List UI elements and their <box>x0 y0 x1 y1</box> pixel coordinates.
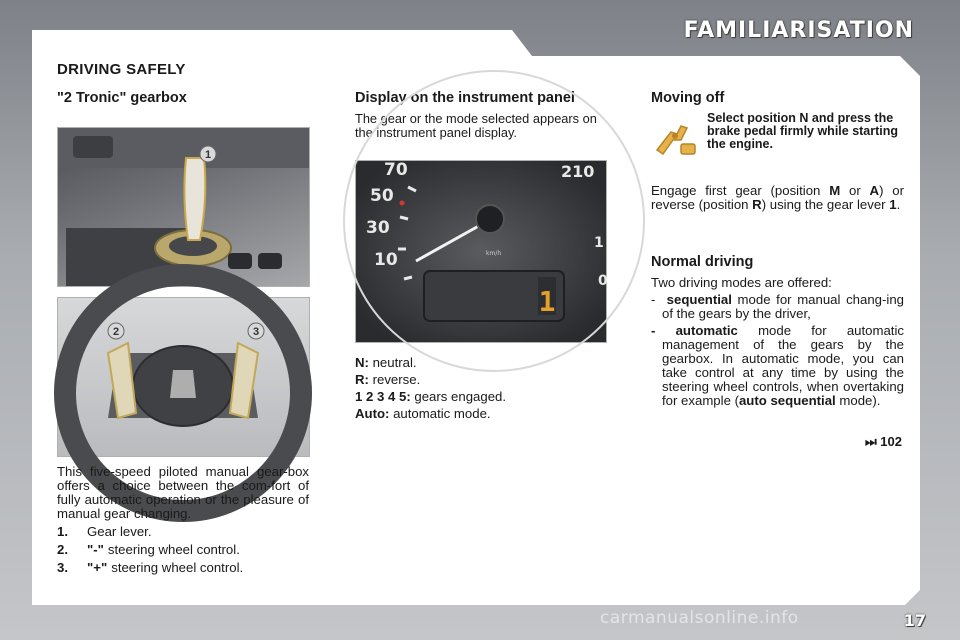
notice-text: Select position N and press the brake pedal firmly while starting the engine. <box>707 111 899 151</box>
item-key: 2. <box>57 542 68 557</box>
moving-off-heading: Moving off <box>651 90 725 106</box>
item-key: 1. <box>57 524 68 539</box>
moving-off-column <box>651 90 904 408</box>
page-reference[interactable] <box>865 434 902 450</box>
def-key: 1 2 3 4 5: <box>355 389 411 404</box>
def-value: reverse. <box>372 372 421 387</box>
gearbox-heading: "2 Tronic" gearbox <box>57 90 187 106</box>
steering-wheel-photo <box>57 297 310 457</box>
def-value: automatic mode. <box>393 406 491 421</box>
speedo-label-50: 50 <box>370 186 394 206</box>
item-key: 3. <box>57 560 68 575</box>
tacho-label-1: 1 <box>594 235 604 251</box>
display-heading: Display on the instrument panel <box>355 90 575 106</box>
sequential-mode-item: - sequential mode for manual chang-ing of the gears by the driver, <box>651 292 904 321</box>
display-column <box>355 90 607 140</box>
page-header-title: FAMILIARISATION <box>683 18 914 43</box>
gear-indicator: 1 <box>538 285 556 318</box>
list-item <box>57 525 309 539</box>
instrument-panel-photo <box>355 160 607 343</box>
automatic-mode-item: - automatic mode for automatic management of the gears by the gearbox. In automatic mode, you can take control at any time by using the steering wheel controls, when overtaking for example (auto sequential mode). <box>651 323 904 408</box>
callout-1: 1 <box>204 149 212 161</box>
callout-2: 2 <box>112 326 120 338</box>
section-title: DRIVING SAFELY <box>57 61 186 78</box>
gearbox-description: This five-speed piloted manual gear-box offers a choice between the com-fort of fully automatic operation or the pleasure of manual gear changing. <box>57 464 309 521</box>
item-label: "+" <box>87 560 108 575</box>
normal-driving-heading: Normal driving <box>651 254 754 270</box>
gear-lever-illustration <box>58 128 309 286</box>
brake-pedal-icon <box>651 114 699 162</box>
list-item <box>57 561 309 575</box>
def-value: gears engaged. <box>414 389 507 404</box>
display-description: The gear or the mode selected appears on the instrument panel display. <box>355 111 597 140</box>
steering-wheel-illustration <box>58 298 309 456</box>
speedometer-illustration <box>356 161 606 342</box>
gearbox-text-block <box>57 465 309 575</box>
double-arrow-icon: ⏭ <box>864 434 877 449</box>
gear-lever-photo <box>57 127 310 287</box>
list-item <box>355 356 607 370</box>
unit-label: km/h <box>486 250 502 257</box>
speedo-label-10: 10 <box>374 250 398 270</box>
def-key: Auto: <box>355 406 390 421</box>
watermark: carmanualsonline.info <box>600 608 799 628</box>
page-number: 17 <box>903 611 926 630</box>
speedo-label-30: 30 <box>366 218 390 238</box>
item-text: steering wheel control. <box>111 560 244 575</box>
reference-page: 102 <box>880 434 902 449</box>
list-item <box>57 543 309 557</box>
item-text: steering wheel control. <box>107 542 240 557</box>
list-item <box>355 390 607 404</box>
display-definitions <box>355 353 607 421</box>
def-key: N: <box>355 355 369 370</box>
brake-notice <box>651 112 904 162</box>
def-key: R: <box>355 372 369 387</box>
moving-off-text: Engage first gear (position M or A) or reverse (position R) using the gear lever 1. <box>651 183 904 212</box>
item-text: Gear lever. <box>87 524 152 539</box>
item-label: "-" <box>87 542 104 557</box>
list-item <box>355 407 607 421</box>
gearbox-column <box>57 90 309 106</box>
speedo-label-210: 210 <box>561 162 595 181</box>
callout-3: 3 <box>252 326 260 338</box>
tacho-label-0: 0 <box>598 273 608 289</box>
normal-driving-intro: Two driving modes are offered: <box>651 275 832 290</box>
speedo-label-70: 70 <box>384 160 408 180</box>
def-value: neutral. <box>372 355 417 370</box>
list-item <box>355 373 607 387</box>
